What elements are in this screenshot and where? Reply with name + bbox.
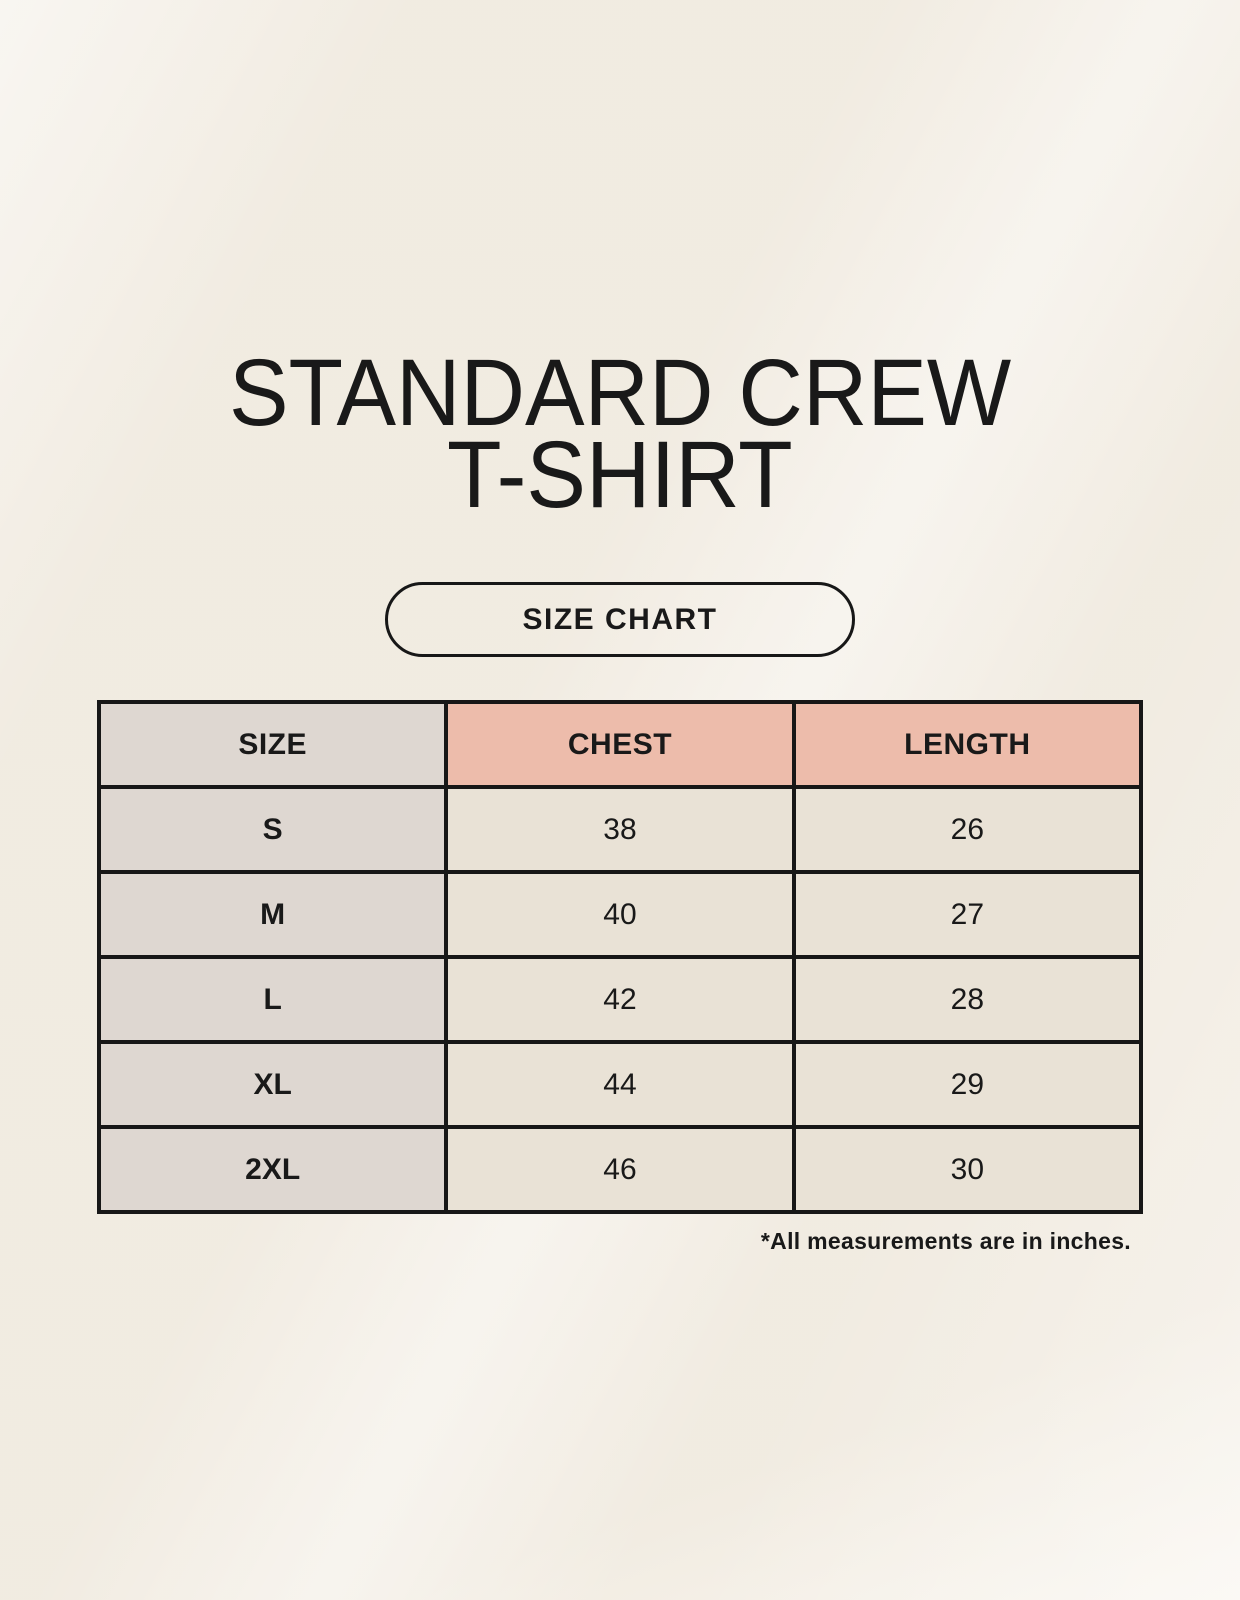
- measurements-footnote: *All measurements are in inches.: [760, 1228, 1131, 1254]
- size-cell: L: [99, 957, 446, 1042]
- table-row: [99, 787, 1141, 872]
- chest-cell: 42: [446, 957, 793, 1042]
- badge-container: [0, 582, 1240, 657]
- size-cell: S: [99, 787, 446, 872]
- column-header-size: SIZE: [99, 702, 446, 787]
- table-row: [99, 1127, 1141, 1212]
- page-title: [0, 0, 1240, 528]
- table-row: [99, 957, 1141, 1042]
- length-cell: 26: [794, 787, 1141, 872]
- table-row: [99, 1042, 1141, 1127]
- size-cell: 2XL: [99, 1127, 446, 1212]
- chest-cell: 38: [446, 787, 793, 872]
- length-cell: 28: [794, 957, 1141, 1042]
- length-cell: 29: [794, 1042, 1141, 1127]
- size-cell: XL: [99, 1042, 446, 1127]
- chest-cell: 40: [446, 872, 793, 957]
- chest-cell: 44: [446, 1042, 793, 1127]
- column-header-length: LENGTH: [794, 702, 1141, 787]
- chest-cell: 46: [446, 1127, 793, 1212]
- length-cell: 27: [794, 872, 1141, 957]
- column-header-chest: CHEST: [446, 702, 793, 787]
- table-row: [99, 872, 1141, 957]
- size-chart-table: [97, 700, 1143, 1214]
- size-cell: M: [99, 872, 446, 957]
- page-title-line1: STANDARD CREW: [228, 340, 1012, 446]
- page-title-line2: T-SHIRT: [447, 422, 793, 528]
- length-cell: 30: [794, 1127, 1141, 1212]
- size-chart-badge: SIZE CHART: [385, 582, 855, 657]
- table-header-row: [99, 702, 1141, 787]
